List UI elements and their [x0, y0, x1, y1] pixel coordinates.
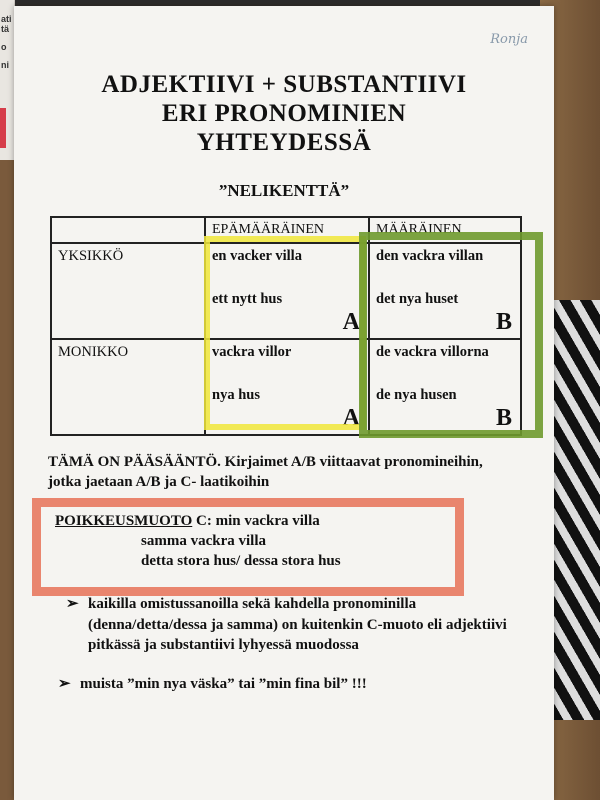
cell-singular-indefinite	[205, 243, 369, 339]
cell-text: de nya husen	[376, 387, 457, 403]
bullet-text: kaikilla omistussanoilla sekä kahdella pronominilla (denna/detta/dessa ja samma) on kuitenkin C-muoto eli adjektiivi pitkässä ja substantiivi lyhyessä muodossa	[88, 596, 507, 653]
red-tab	[0, 108, 6, 148]
title-line-1: ADJEKTIIVI + SUBSTANTIIVI	[101, 71, 467, 98]
cell-text: det nya huset	[376, 291, 459, 307]
exception-line-1: min vackra villa	[211, 513, 320, 529]
title-line-3: YHTEYDESSÄ	[196, 129, 372, 156]
rule-text: TÄMÄ ON PÄÄSÄÄNTÖ. Kirjaimet A/B viittaavat pronomineihin, jotka jaetaan A/B ja C- laatikoihin	[48, 454, 483, 490]
cell-text: de vackra villorna	[376, 344, 489, 360]
cell-plural-definite	[369, 339, 521, 435]
margin-fragment-2: tä	[1, 24, 10, 34]
row-label-singular: YKSIKKÖ	[51, 243, 205, 339]
box-letter-a: A	[342, 405, 360, 431]
subtitle: ”NELIKENTTÄ”	[218, 181, 350, 200]
exception-heading: POIKKEUSMUOTO	[55, 513, 193, 529]
title-line-2: ERI PRONOMINIEN	[161, 100, 407, 127]
table-row	[51, 339, 521, 435]
cell-text: ett nytt hus	[212, 291, 283, 307]
four-field-table	[50, 216, 522, 436]
list-item	[58, 674, 526, 695]
exception-line-2: samma vackra villa	[141, 533, 266, 549]
margin-fragment-4: ni	[1, 60, 9, 70]
box-letter-b: B	[495, 405, 512, 431]
bullet-list	[58, 594, 526, 712]
page-title	[14, 70, 554, 157]
header-definite: MÄÄRÄINEN	[369, 217, 521, 243]
worksheet-paper	[14, 6, 554, 800]
cell-text: den vackra villan	[376, 248, 484, 264]
box-letter-a: A	[342, 309, 360, 335]
cell-text: vackra villor	[212, 344, 292, 360]
bullet-text: muista ”min nya väska” tai ”min fina bil” !!!	[80, 675, 367, 692]
exception-line-3: detta stora hus/ dessa stora hus	[141, 553, 341, 569]
cell-singular-definite	[369, 243, 521, 339]
margin-fragment-1: ati	[1, 14, 12, 24]
exception-box	[32, 498, 464, 596]
header-indefinite: EPÄMÄÄRÄINEN	[205, 217, 369, 243]
cell-text: en vacker villa	[212, 248, 302, 264]
box-letter-b: B	[495, 309, 512, 335]
header-empty	[51, 217, 205, 243]
margin-fragment-3: o	[1, 42, 7, 52]
row-label-plural: MONIKKO	[51, 339, 205, 435]
arrow-bullet-icon: ➢	[58, 675, 71, 692]
table-row	[51, 243, 521, 339]
table-header-row	[51, 217, 521, 243]
cell-text: nya hus	[212, 387, 260, 403]
striped-object	[552, 300, 600, 720]
exception-heading-suffix: C:	[192, 513, 212, 529]
signature: Ronja	[490, 32, 528, 47]
arrow-bullet-icon: ➢	[66, 596, 79, 612]
cell-plural-indefinite	[205, 339, 369, 435]
list-item	[66, 594, 526, 656]
